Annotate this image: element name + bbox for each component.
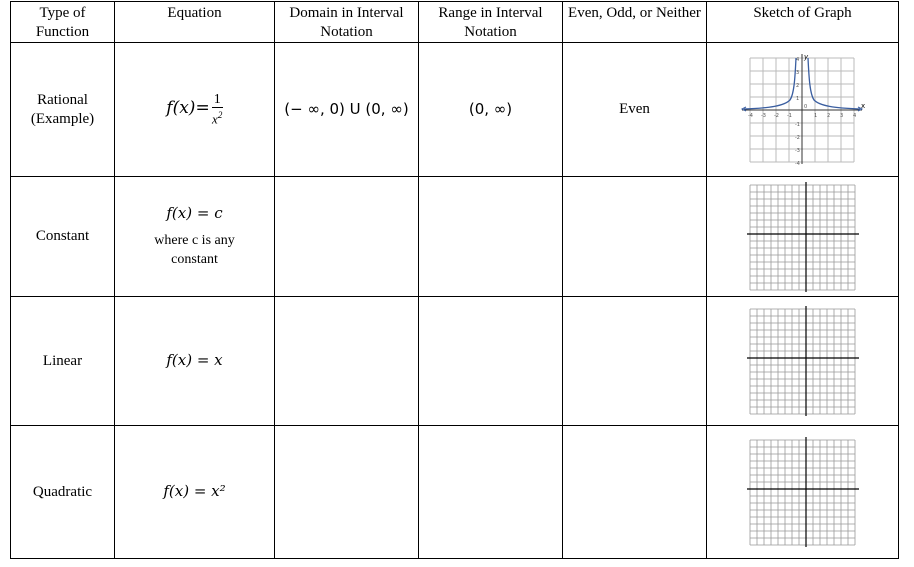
equation-cell — [115, 297, 275, 426]
rational-graph — [740, 54, 866, 166]
header-type: Type of Function — [11, 2, 115, 43]
fraction-numerator: 1 — [213, 91, 221, 107]
y-tick: 3 — [795, 69, 799, 76]
range-cell — [419, 426, 563, 559]
equation-text: f(x) = x² — [163, 482, 226, 500]
equation-cell — [115, 426, 275, 559]
x-tick: -2 — [773, 112, 779, 119]
header-equation: Equation — [115, 2, 275, 43]
blank-coordinate-grid — [747, 437, 859, 547]
fraction-denominator: $x^2$ — [212, 109, 223, 127]
equation-text: f(x) = c — [166, 204, 223, 222]
parity-cell — [563, 426, 707, 559]
equation-fraction — [212, 93, 223, 126]
y-tick: 2 — [795, 82, 799, 89]
domain-cell — [275, 426, 419, 559]
x-tick: -4 — [747, 112, 753, 119]
blank-coordinate-grid — [747, 306, 859, 416]
equation-cell — [115, 43, 275, 177]
x-tick: 2 — [826, 112, 830, 119]
y-axis-label: y — [803, 53, 808, 61]
y-tick: 4 — [795, 56, 799, 63]
x-tick: 1 — [813, 112, 817, 119]
x-tick: -3 — [760, 112, 766, 119]
x-tick: 3 — [839, 112, 843, 119]
y-tick: -1 — [794, 121, 800, 128]
equation-note: where c is any constant — [154, 233, 235, 267]
header-range: Range in Interval Notation — [419, 2, 563, 43]
domain-cell — [275, 177, 419, 297]
range-cell — [419, 297, 563, 426]
type-cell — [11, 43, 115, 177]
parity-cell — [563, 297, 707, 426]
header-domain: Domain in Interval Notation — [275, 2, 419, 43]
x-tick: -1 — [786, 112, 792, 119]
range-cell: (0, ∞) — [419, 43, 563, 177]
equation-cell — [115, 177, 275, 297]
sketch-cell — [707, 43, 899, 177]
equation-text: f(x) = x — [166, 351, 223, 369]
y-tick: 1 — [795, 95, 799, 102]
equation-prefix: f(x)= — [166, 97, 210, 118]
x-tick: 4 — [852, 112, 856, 119]
table-row — [11, 297, 899, 426]
type-cell: Linear — [11, 297, 115, 426]
range-cell — [419, 177, 563, 297]
parity-cell: Even — [563, 43, 707, 177]
domain-cell: (− ∞, 0) U (0, ∞) — [275, 43, 419, 177]
table-row — [11, 43, 899, 177]
domain-cell — [275, 297, 419, 426]
x-axis-label: x — [860, 101, 865, 110]
parity-cell — [563, 177, 707, 297]
y-tick: -4 — [794, 160, 800, 166]
header-row — [11, 2, 899, 43]
table-row — [11, 426, 899, 559]
blank-coordinate-grid — [747, 182, 859, 292]
sketch-cell — [707, 426, 899, 559]
sketch-cell — [707, 177, 899, 297]
x-tick: 0 — [803, 103, 807, 110]
table-row — [11, 177, 899, 297]
type-cell: Constant — [11, 177, 115, 297]
y-tick: -3 — [794, 147, 800, 154]
header-sketch: Sketch of Graph — [707, 2, 899, 43]
y-tick: -2 — [794, 134, 800, 141]
type-cell: Quadratic — [11, 426, 115, 559]
functions-table — [10, 1, 899, 559]
type-label: Rational (Example) — [30, 91, 95, 127]
sketch-cell — [707, 297, 899, 426]
header-parity: Even, Odd, or Neither — [563, 2, 707, 43]
